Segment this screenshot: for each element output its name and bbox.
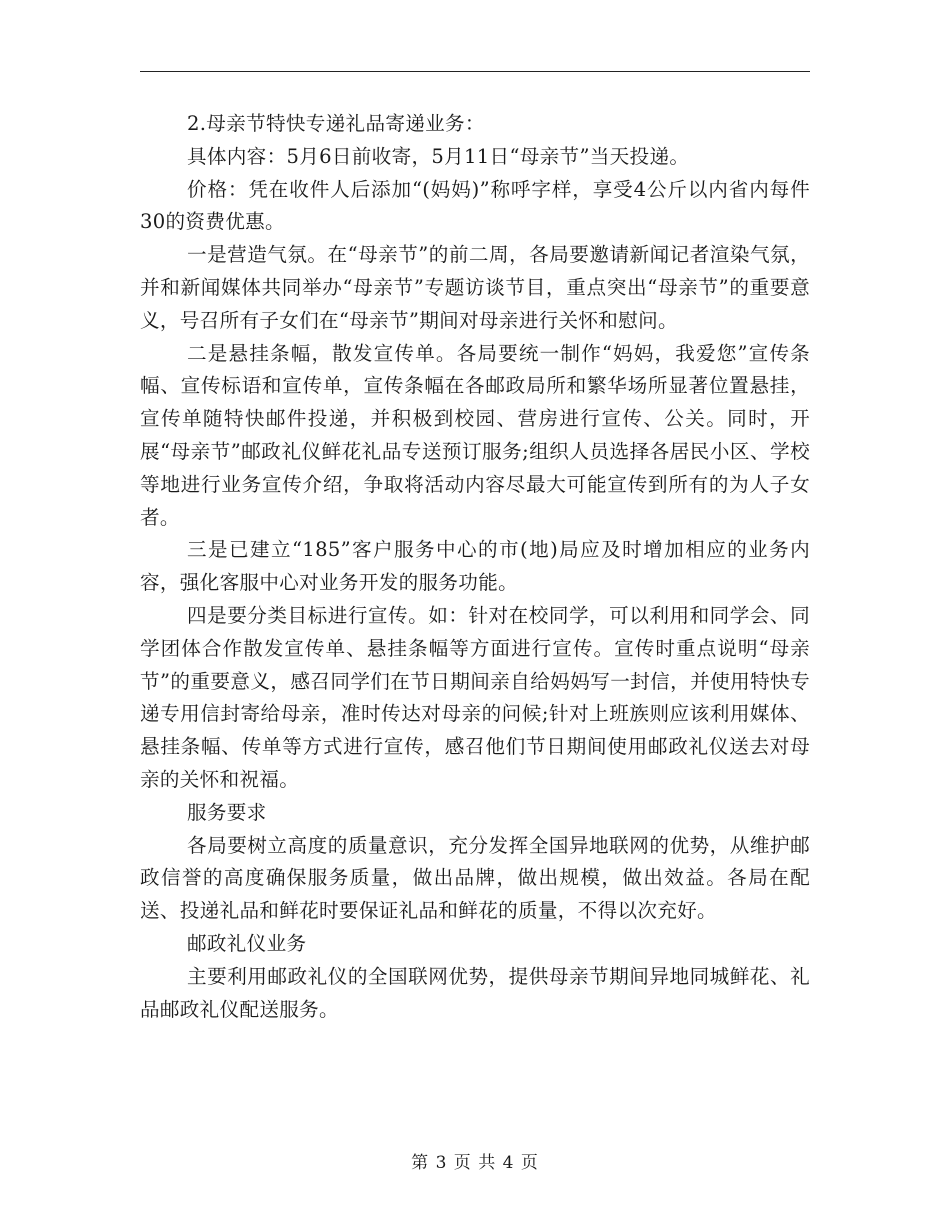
paragraph-service-center: 三是已建立“185”客户服务中心的市(地)局应及时增加相应的业务内容，强化客服中心对业务开发的服务功能。: [140, 538, 810, 595]
header-rule: [140, 71, 810, 72]
paragraph-quality: 各局要树立高度的质量意识，充分发挥全国异地联网的优势，从维护邮政信誉的高度确保服务质量，做出品牌，做出规模，做出效益。各局在配送、投递礼品和鲜花时要保证礼品和鲜花的质量，不得以次充好。: [140, 833, 810, 923]
paragraph-express-gift-heading: 2.母亲节特快专递礼品寄递业务：: [187, 112, 485, 135]
paragraph-postal-etiquette-heading: 邮政礼仪业务: [187, 931, 307, 955]
document-body: [140, 108, 810, 1026]
paragraph-service-requirements-heading: 服务要求: [187, 800, 267, 824]
paragraph-content: 具体内容：5月6日前收寄，5月11日“母亲节”当天投递。: [187, 144, 690, 168]
page-number: 第 3 页 共 4 页: [411, 1153, 539, 1173]
paragraph-targeted-promotion: 四是要分类目标进行宣传。如：针对在校同学，可以利用和同学会、同学团体合作散发宣传单、悬挂条幅等方面进行宣传。宣传时重点说明“母亲节”的重要意义，感召同学们在节日期间亲自给妈妈写一封信，并使用特快专递专用信封寄给母亲，准时传达对母亲的问候;针对上班族则应该利用媒体、悬挂条幅、传单等方式进行宣传，感召他们节日期间使用邮政礼仪送去对母亲的关怀和祝福。: [140, 603, 810, 791]
paragraph-atmosphere: 一是营造气氛。在“母亲节”的前二周，各局要邀请新闻记者渲染气氛，并和新闻媒体共同举办“母亲节”专题访谈节目，重点突出“母亲节”的重要意义，号召所有子女们在“母亲节”期间对母亲进行关怀和慰问。: [140, 243, 810, 332]
paragraph-postal-etiquette: 主要利用邮政礼仪的全国联网优势，提供母亲节期间异地同城鲜花、礼品邮政礼仪配送服务。: [140, 964, 810, 1021]
paragraph-price: 价格：凭在收件人后添加“(妈妈)”称呼字样，享受4公斤以内省内每件30的资费优惠。: [140, 177, 810, 234]
paragraph-banners: 二是悬挂条幅，散发宣传单。各局要统一制作“妈妈，我爱您”宣传条幅、宣传标语和宣传单，宣传条幅在各邮政局所和繁华场所显著位置悬挂，宣传单随特快邮件投递，并积极到校园、营房进行宣传、公关。同时，开展“母亲节”邮政礼仪鲜花礼品专送预订服务;组织人员选择各居民小区、学校等地进行业务宣传介绍，争取将活动内容尽最大可能宣传到所有的为人子女者。: [140, 341, 810, 529]
